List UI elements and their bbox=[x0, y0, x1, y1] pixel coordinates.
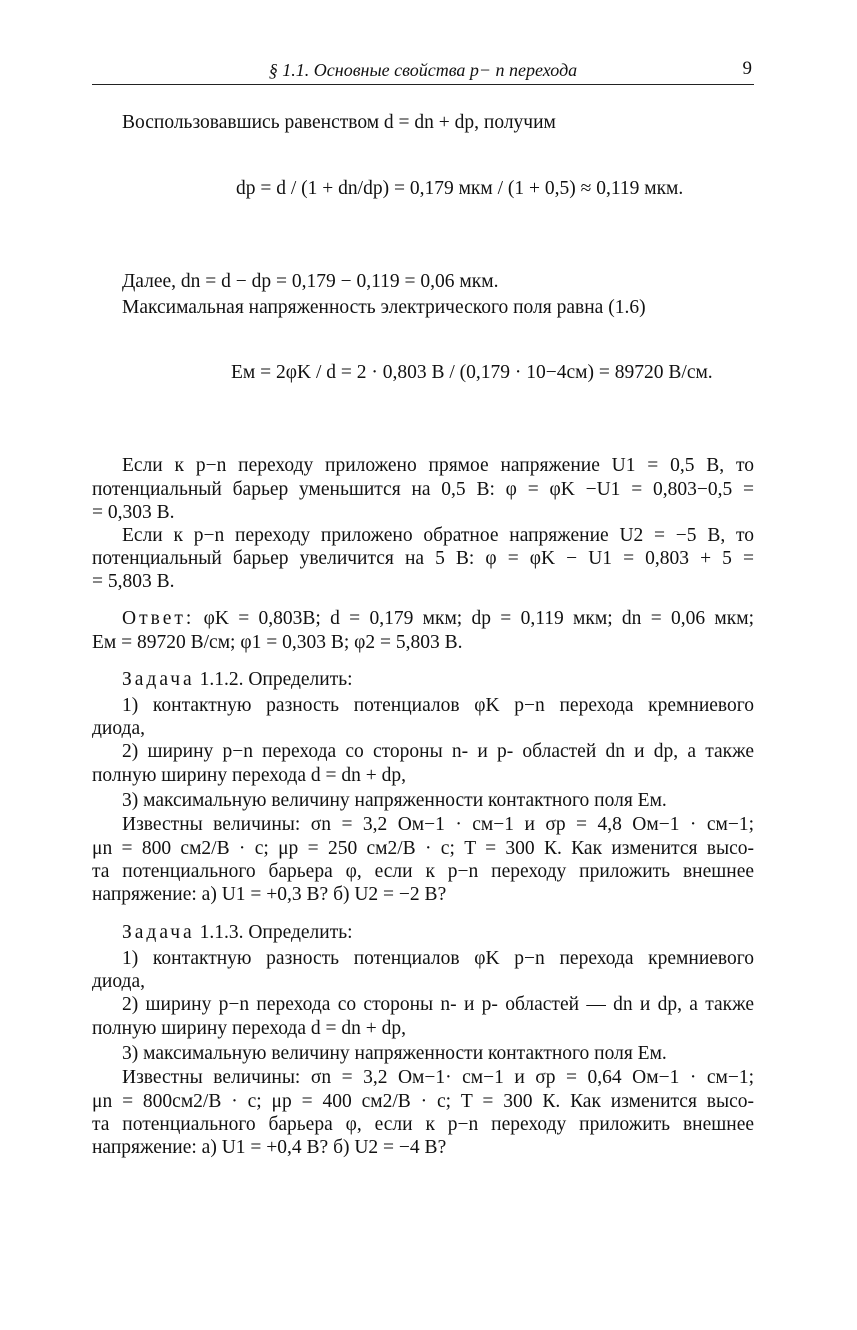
text-line: 3) максимальную величину напряженности контактного поля Eм. bbox=[122, 1043, 667, 1064]
equation-em: Eм = 2φK / d = 2 · 0,803 В / (0,179 · 10−4см) = 89720 В/см. bbox=[231, 362, 713, 383]
spaced-label: Задача bbox=[122, 922, 195, 943]
running-header bbox=[92, 58, 754, 85]
equation-dp: dp = d / (1 + dn/dp) = 0,179 мкм / (1 + 0,5) ≈ 0,119 мкм. bbox=[236, 178, 684, 199]
text-line: потенциальный барьер уменьшится на 0,5 В: φ = φK −U1 = 0,803−0,5 = bbox=[92, 479, 754, 500]
running-header-title: § 1.1. Основные свойства p− n перехода bbox=[268, 60, 578, 80]
text-line: μn = 800см2/В · с; μp = 400 см2/В · с; T = 300 К. Как изменится высо- bbox=[92, 1091, 754, 1112]
text-line: та потенциального барьера φ, если к p−n переходу приложить внешнее bbox=[92, 1114, 754, 1135]
text-line: Воспользовавшись равенством d = dn + dp, получим bbox=[122, 112, 556, 133]
text-line: μn = 800 см2/В · с; μp = 250 см2/В · с; T = 300 К. Как изменится высо- bbox=[92, 838, 754, 859]
text-line: диода, bbox=[92, 718, 145, 739]
text-line: диода, bbox=[92, 971, 145, 992]
text-line: 2) ширину p−n перехода со стороны n- и p- областей dn и dp, а также bbox=[122, 741, 754, 762]
text-line: Если к p−n переходу приложено обратное напряжение U2 = −5 В, то bbox=[122, 525, 754, 546]
answer-line: Ответ: φK = 0,803В; d = 0,179 мкм; dp = 0,119 мкм; dn = 0,06 мкм; bbox=[122, 608, 754, 629]
text-line: напряжение: а) U1 = +0,3 В? б) U2 = −2 В? bbox=[92, 884, 447, 905]
page-number: 9 bbox=[742, 58, 752, 79]
spaced-label: Задача bbox=[122, 669, 195, 690]
text-line: Если к p−n переходу приложено прямое напряжение U1 = 0,5 В, то bbox=[122, 455, 754, 476]
problem-heading: Задача 1.1.2. Определить: bbox=[122, 669, 353, 690]
text-line: Известны величины: σn = 3,2 Ом−1· см−1 и σp = 0,64 Ом−1 · см−1; bbox=[122, 1067, 754, 1088]
answer-line: Eм = 89720 В/см; φ1 = 0,303 В; φ2 = 5,803 В. bbox=[92, 632, 463, 653]
text-line: Далее, dn = d − dp = 0,179 − 0,119 = 0,06 мкм. bbox=[122, 271, 499, 292]
text-line: 1) контактную разность потенциалов φK p−n перехода кремниевого bbox=[122, 948, 754, 969]
text-line: потенциальный барьер увеличится на 5 В: φ = φK − U1 = 0,803 + 5 = bbox=[92, 548, 754, 569]
text-line: полную ширину перехода d = dn + dp, bbox=[92, 765, 406, 786]
problem-heading: Задача 1.1.3. Определить: bbox=[122, 922, 353, 943]
text-line: та потенциального барьера φ, если к p−n переходу приложить внешнее bbox=[92, 861, 754, 882]
text-line: Известны величины: σn = 3,2 Ом−1 · см−1 и σp = 4,8 Ом−1 · см−1; bbox=[122, 814, 754, 835]
text-line: полную ширину перехода d = dn + dp, bbox=[92, 1018, 406, 1039]
spaced-label: Ответ: bbox=[122, 608, 195, 629]
text-line: = 5,803 В. bbox=[92, 571, 175, 592]
text-line: Максимальная напряженность электрического поля равна (1.6) bbox=[122, 297, 646, 318]
text-line: 1) контактную разность потенциалов φK p−n перехода кремниевого bbox=[122, 695, 754, 716]
text-line: 3) максимальную величину напряженности контактного поля Eм. bbox=[122, 790, 667, 811]
text-line: 2) ширину p−n перехода со стороны n- и p- областей — dn и dp, а также bbox=[122, 994, 754, 1015]
text-line: = 0,303 В. bbox=[92, 502, 175, 523]
text-line: напряжение: а) U1 = +0,4 В? б) U2 = −4 В? bbox=[92, 1137, 447, 1158]
